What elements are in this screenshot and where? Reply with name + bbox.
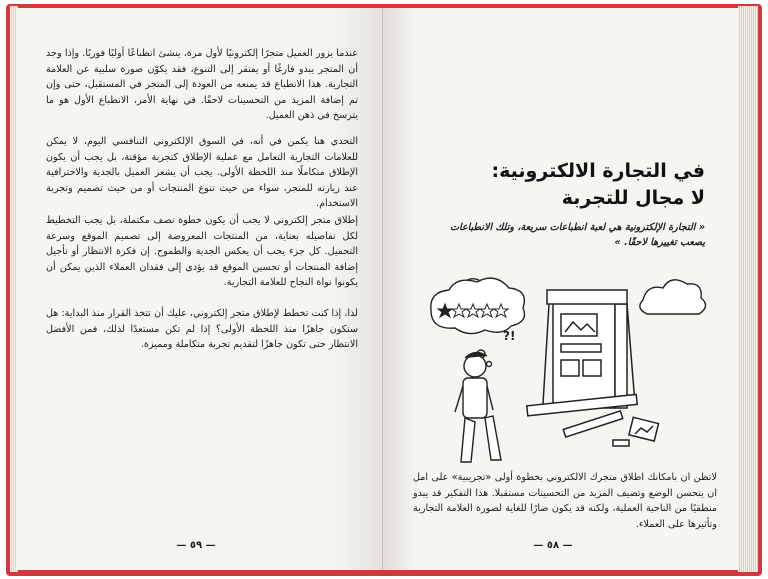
- folio-dash: —: [176, 540, 190, 551]
- right-page-number-value: ٥٨: [546, 540, 560, 551]
- chapter-heading-line-1: في التجارة الالكترونية:: [491, 160, 705, 182]
- left-paragraph-1: عندما يزور العميل متجرًا إلكترونيًا لأول مرة، ينشئ انطباعًا أوليًا فوريًا. وإذا وجد أن المتجر يبدو فارغًا أو يفتقر إلى التنوع، فقد يكوّن صورة سلبية عن العلامة التجارية. هذا الانطباع قد يمنعه من العودة إلى المتجر في المستقبل، حتى وإن تم إضافة المزيد من التحسينات لاحقًا. في نهاية الأمر، الانطباع الأول هو ما يترسخ في ذهن العميل.: [46, 48, 358, 122]
- illustration: [423, 270, 713, 470]
- unfinished-store-icon: [527, 290, 659, 446]
- left-page-number: [156, 540, 236, 551]
- left-page: [16, 8, 383, 570]
- chapter-heading-line-2: لا مجال للتجربة: [561, 187, 705, 209]
- left-paragraph-4: لذا، إذا كنت تخطط لإطلاق متجر إلكتروني، عليك أن تتخذ القرار منذ البداية: هل ستكون جاهزًا منذ اللحظة الأولى؟ إذا لم تكن مستعدًا لذلك، فمن الأفضل الانتظار حتى تكون جاهزًا لتقديم تجربة متكاملة ومميزة.: [46, 308, 358, 351]
- right-page: [383, 8, 739, 570]
- person-icon: [455, 352, 501, 462]
- question-mark-icon: ?!: [503, 329, 516, 343]
- folio-dash: —: [202, 540, 216, 551]
- right-page-number: [513, 540, 593, 551]
- folio-dash: —: [533, 540, 547, 551]
- pull-quote: « التجارة الإلكترونية هي لعبة انطباعات سريعة، وتلك الانطباعات يصعب تغييرها لاحقًا. »: [449, 222, 705, 248]
- right-bottom-paragraph: لاتظن ان بامكانك اطلاق متجرك الالكتروني بخطوة أولى «تجريبية» على امل ان يتحسن الوضع وتضيف المزيد من التحسينات مستقبلا. هذا التفكير قد يبدو منطقيًا من الناحية العملية، ولكنه قد يكون ضارًا للغاية لصورة العلامة التجارية وتأثيرها على العملاء.: [413, 472, 717, 530]
- folio-dash: —: [559, 540, 573, 551]
- chapter-heading: [423, 158, 705, 212]
- left-paragraph-2: التحدي هنا يكمن في أنه، في السوق الإلكتروني التنافسي اليوم، لا يمكن للعلامات التجارية التعامل مع عملية الإطلاق كتجربة مؤقتة، بل يجب أن يكون الإطلاق متكاملًا منذ اللحظة الأولى. يجب أن يشعر العميل بالجدية والاحترافية عند زيارته للمتجر، سواء من حيث تنوع المنتجات أو من حيث تصميم وتجربة الاستخدام.: [46, 136, 358, 210]
- left-paragraph-3: إطلاق متجر إلكتروني لا يجب أن يكون خطوة نصف مكتملة، بل يجب التخطيط لكل تفاصيله بعناية، من المنتجات المعروضة إلى تصميم الموقع وسرعة التحميل. كل جزء يجب أن يعكس الجدية والطموح. إن فكرة الانتظار أو تأجيل إضافة المنتجات أو تحسين الموقع قد يؤدي إلى فقدان العملاء الذين يمكن أن يكونوا نواة النجاح للعلامة التجارية.: [46, 215, 358, 289]
- left-page-number-value: ٥٩: [189, 540, 203, 551]
- page-edges-right: [738, 6, 758, 572]
